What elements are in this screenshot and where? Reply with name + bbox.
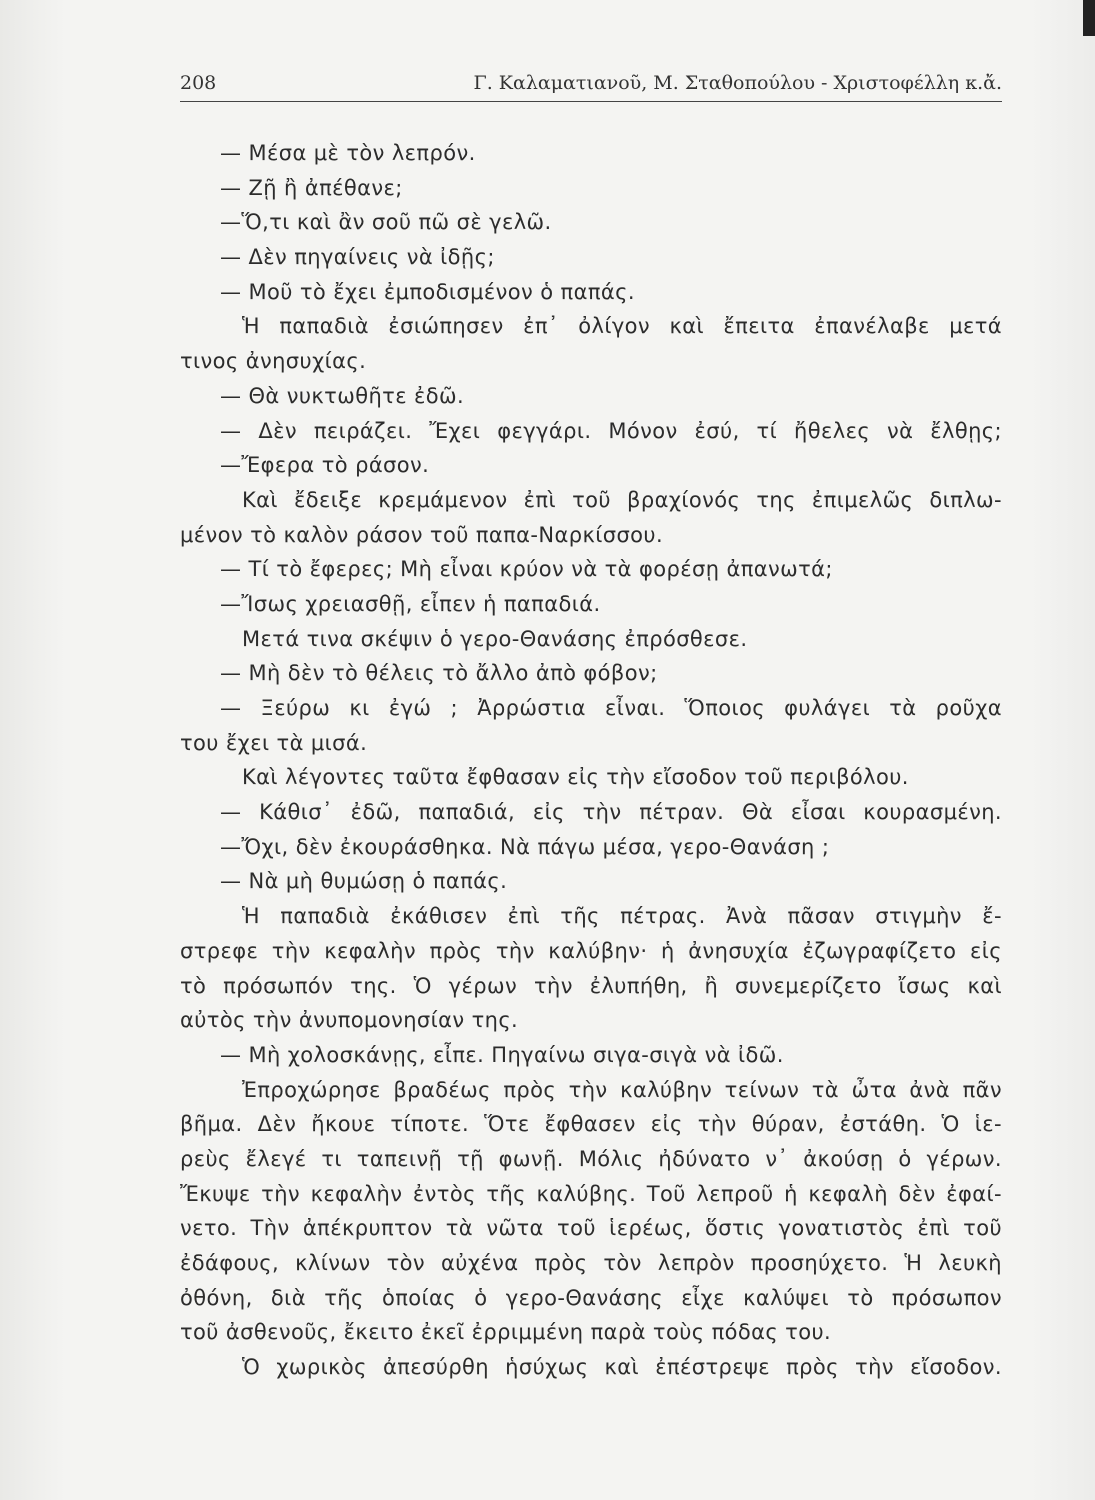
- page-number: 208: [180, 72, 217, 94]
- text-line: Ἔκυψε τὴν κεφαλὴν ἐντὸς τῆς καλύβης. Τοῦ λεπροῦ ἡ κεφαλὴ δὲν ἐφαί-: [180, 1181, 1002, 1206]
- page-header: [180, 68, 1002, 102]
- text-line: Ὁ χωρικὸς ἀπεσύρθη ἡσύχως καὶ ἐπέστρεψε πρὸς τὴν εἴσοδον.: [242, 1355, 1002, 1380]
- text-line: — Τί τὸ ἔφερες; Μὴ εἶναι κρύον νὰ τὰ φορέσῃ ἀπανωτά;: [220, 557, 833, 582]
- text-line: νετο. Τὴν ἀπέκρυπτον τὰ νῶτα τοῦ ἱερέως, ὅστις γονατιστὸς ἐπὶ τοῦ: [180, 1216, 1002, 1241]
- text-line: — Μέσα μὲ τὸν λεπρόν.: [220, 141, 476, 165]
- header-rule: [180, 101, 1002, 102]
- text-line: — Δὲν πειράζει. Ἔχει φεγγάρι. Μόνον ἐσύ, τί ἤθελες νὰ ἔλθῃς;: [220, 418, 1002, 443]
- text-line: Ἐπροχώρησε βραδέως πρὸς τὴν καλύβην τείνων τὰ ὦτα ἀνὰ πᾶν: [242, 1077, 1002, 1102]
- text-line: Ἡ παπαδιὰ ἐκάθισεν ἐπὶ τῆς πέτρας. Ἀνὰ πᾶσαν στιγμὴν ἔ-: [242, 904, 1002, 929]
- text-line: — Μὴ δὲν τὸ θέλεις τὸ ἄλλο ἀπὸ φόβον;: [220, 661, 658, 686]
- text-line: Καὶ ἔδειξε κρεμάμενον ἐπὶ τοῦ βραχίονός της ἐπιμελῶς διπλω-: [242, 487, 1002, 512]
- text-line: —Ὄχι, δὲν ἐκουράσθηκα. Νὰ πάγω μέσα, γερο-Θανάση ;: [220, 834, 830, 859]
- text-line: ρεὺς ἔλεγέ τι ταπεινῇ τῇ φωνῇ. Μόλις ἠδύνατο ν᾽ ἀκούσῃ ὁ γέρων.: [180, 1146, 1002, 1171]
- text-line: Ἡ παπαδιὰ ἐσιώπησεν ἐπ᾽ ὀλίγον καὶ ἔπειτα ἐπανέλαβε μετά: [242, 314, 1002, 339]
- running-head: Γ. Καλαματιανοῦ, Μ. Σταθοπούλου - Χριστοφέλλη κ.ἄ.: [473, 72, 1002, 94]
- text-line: —Ἴσως χρειασθῇ, εἶπεν ἡ παπαδιά.: [220, 591, 601, 616]
- text-line: Μετά τινα σκέψιν ὁ γερο-Θανάσης ἐπρόσθεσε.: [242, 626, 748, 651]
- text-line: — Μοῦ τὸ ἔχει ἐμποδισμένον ὁ παπάς.: [220, 279, 635, 304]
- text-line: Καὶ λέγοντες ταῦτα ἔφθασαν εἰς τὴν εἴσοδον τοῦ περιβόλου.: [242, 765, 909, 790]
- text-line: τινος ἀνησυχίας.: [180, 349, 367, 374]
- text-body: [180, 136, 1002, 1385]
- text-line: ὀθόνη, διὰ τῆς ὁποίας ὁ γερο-Θανάσης εἶχε καλύψει τὸ πρόσωπον: [180, 1285, 1002, 1310]
- text-line: — Νὰ μὴ θυμώσῃ ὁ παπάς.: [220, 869, 508, 894]
- text-line: — Δὲν πηγαίνεις νὰ ἰδῇς;: [220, 245, 495, 270]
- text-line: — Ξεύρω κι ἐγώ ; Ἀρρώστια εἶναι. Ὅποιος φυλάγει τὰ ροῦχα: [220, 696, 1002, 720]
- text-line: — Θὰ νυκτωθῆτε ἐδῶ.: [220, 383, 465, 408]
- page-corner-mark: [1083, 0, 1095, 36]
- text-line: — Κάθισ᾽ ἐδῶ, παπαδιά, εἰς τὴν πέτραν. Θὰ εἶσαι κουρασμένη.: [220, 800, 1002, 825]
- text-line: βῆμα. Δὲν ἤκουε τίποτε. Ὅτε ἔφθασεν εἰς τὴν θύραν, ἐστάθη. Ὁ ἱε-: [180, 1112, 1002, 1137]
- text-line: τοῦ ἀσθενοῦς, ἔκειτο ἐκεῖ ἐρριμμένη παρὰ τοὺς πόδας του.: [180, 1320, 832, 1345]
- text-line: τὸ πρόσωπόν της. Ὁ γέρων τὴν ἐλυπήθη, ἢ συνεμερίζετο ἴσως καὶ: [180, 973, 1002, 998]
- text-line: στρεφε τὴν κεφαλὴν πρὸς τὴν καλύβην· ἡ ἀνησυχία ἐζωγραφίζετο εἰς: [180, 938, 1002, 963]
- text-line: — Μὴ χολοσκάνῃς, εἶπε. Πηγαίνω σιγα-σιγὰ νὰ ἰδῶ.: [220, 1042, 784, 1067]
- text-line: — Ζῇ ἢ ἀπέθανε;: [220, 175, 403, 200]
- text-line: μένον τὸ καλὸν ράσον τοῦ παπα-Ναρκίσσου.: [180, 522, 664, 547]
- text-line: —Ὅ,τι καὶ ἂν σοῦ πῶ σὲ γελῶ.: [220, 210, 552, 235]
- text-line: του ἔχει τὰ μισά.: [180, 730, 368, 755]
- text-line: ἐδάφους, κλίνων τὸν αὐχένα πρὸς τὸν λεπρὸν προσηύχετο. Ἡ λευκὴ: [180, 1251, 1002, 1275]
- text-line: αὐτὸς τὴν ἀνυπομονησίαν της.: [180, 1008, 519, 1033]
- text-line: —Ἔφερα τὸ ράσον.: [220, 453, 430, 478]
